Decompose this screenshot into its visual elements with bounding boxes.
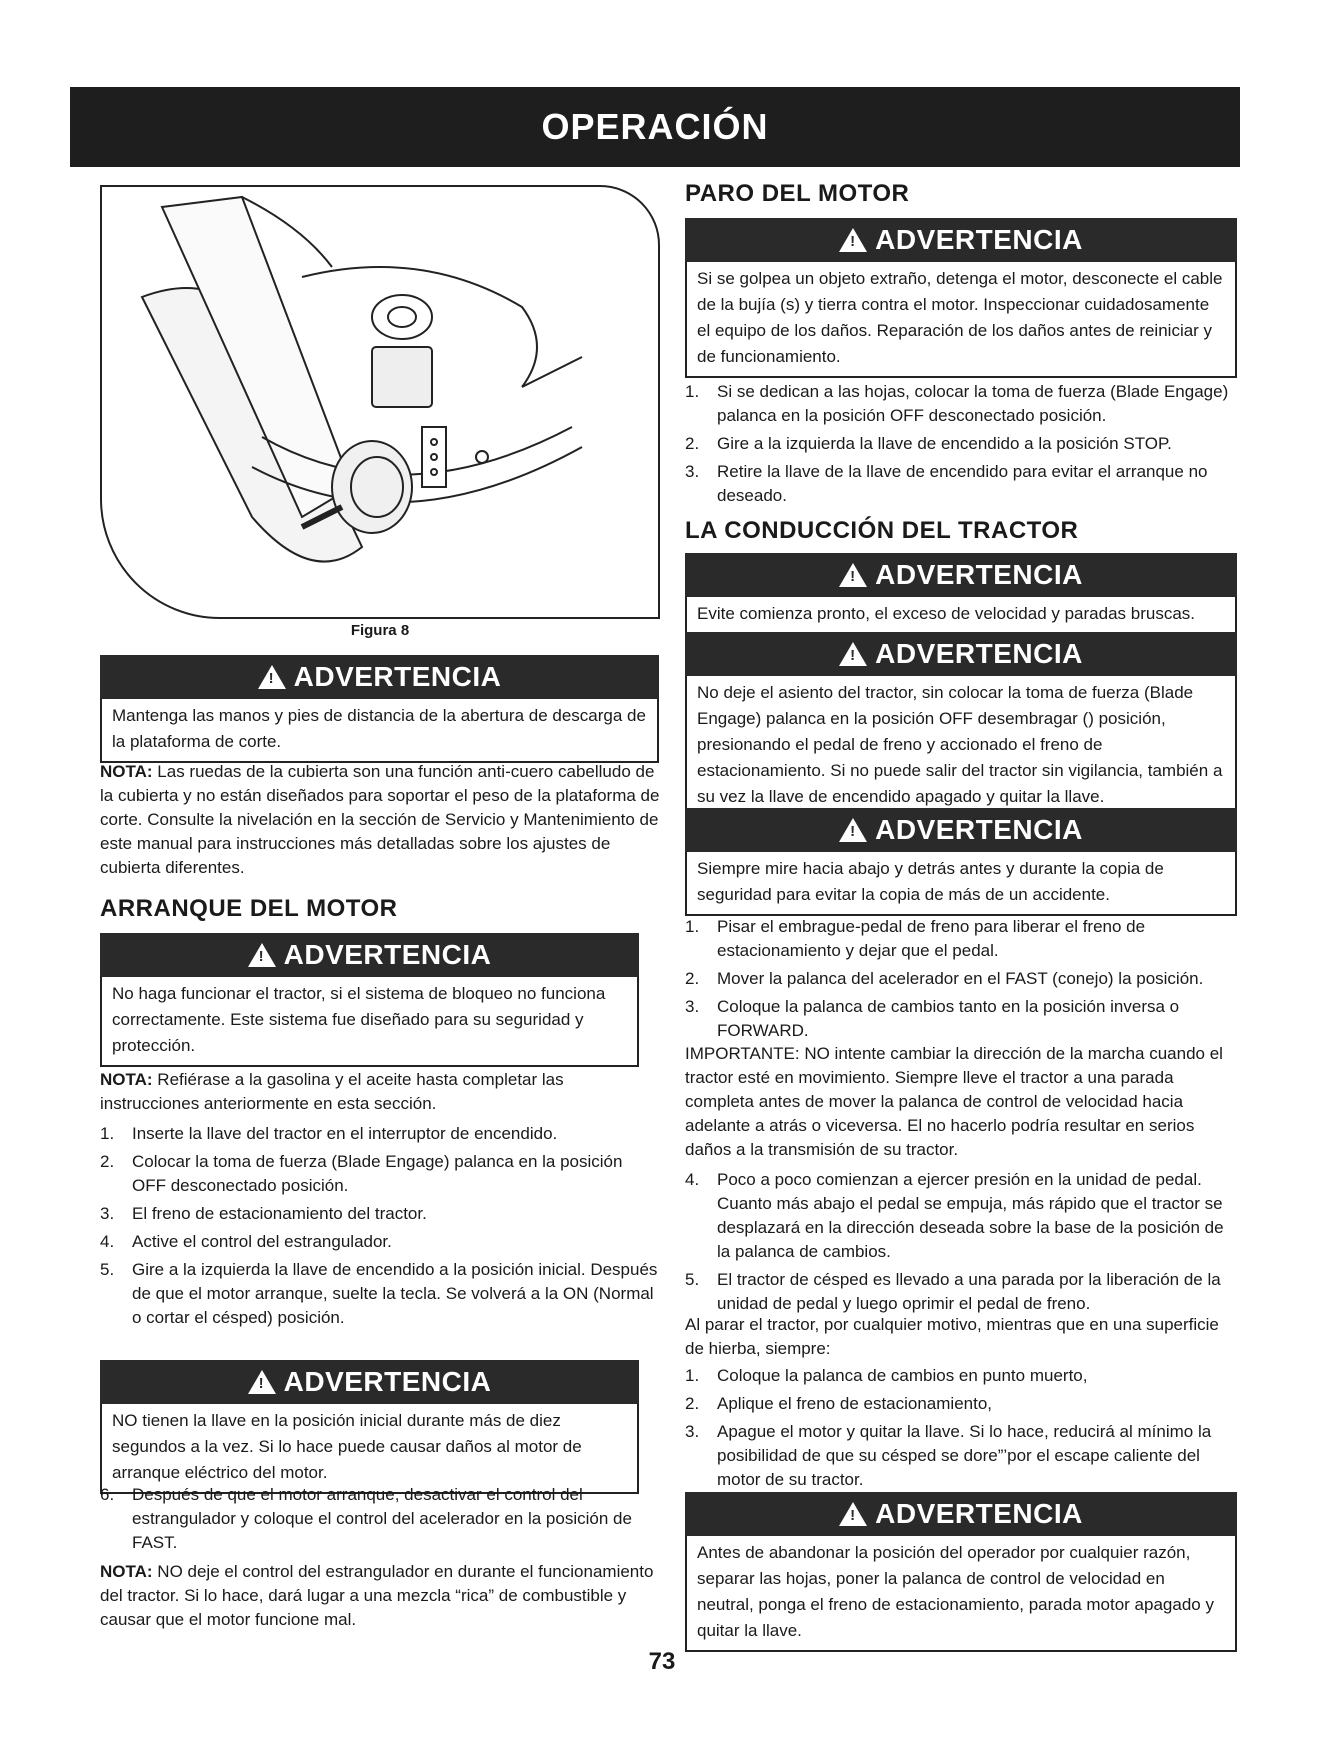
warning-box-starter	[100, 1360, 639, 1494]
step-number: 1.	[100, 1124, 115, 1143]
warning-box-backing-up	[685, 808, 1237, 916]
warning-text: Si se golpea un objeto extraño, detenga el motor, desconecte el cable de la bujía (s) y tierra contra el motor. Inspeccionar cuidadosamente el equipo de los daños. Reparación de los daños antes de reiniciar y de funcionamiento.	[697, 269, 1223, 366]
step-text: Mover la palanca del acelerador en el FAST (conejo) la posición.	[717, 969, 1204, 988]
list-item	[685, 432, 1240, 456]
section-title-paro: PARO DEL MOTOR	[685, 180, 910, 207]
warning-box-leave-seat	[685, 632, 1237, 818]
warning-text: Antes de abandonar la posición del operador por cualquier razón, separar las hojas, poner la palanca de control de velocidad en neutral, ponga el freno de estacionamiento, parada motor apagado y quitar la llave.	[697, 1543, 1214, 1640]
step-text: Coloque la palanca de cambios tanto en la posición inversa o FORWARD.	[717, 997, 1180, 1040]
drive-steps-list	[685, 915, 1240, 1047]
warning-text: No deje el asiento del tractor, sin colocar la toma de fuerza (Blade Engage) palanca en la posición OFF desembragar () posición, presionando el pedal de freno y accionado el freno de estacionamiento. Si no puede salir del tractor sin vigilancia, también a su vez la llave de encendido apagado y quitar la llave.	[697, 683, 1223, 806]
step-number: 2.	[685, 1394, 700, 1413]
list-item	[685, 1364, 1240, 1388]
warning-triangle-icon	[839, 228, 867, 252]
step-text: Colocar la toma de fuerza (Blade Engage) palanca en la posición OFF desconectado posición.	[132, 1152, 623, 1195]
list-item	[685, 967, 1240, 991]
page-header-banner	[70, 87, 1240, 167]
section-title-conduccion: LA CONDUCCIÓN DEL TRACTOR	[685, 517, 1079, 544]
step-number: 1.	[685, 1366, 700, 1385]
warning-header: ! ADVERTENCIA	[100, 933, 639, 977]
warning-box-interlock	[100, 933, 639, 1067]
list-item	[685, 460, 1240, 508]
step-text: Después de que el motor arranque, desactivar el control del estrangulador y coloque el control del acelerador en la posición de FAST.	[132, 1485, 632, 1552]
start-steps-list-cont	[100, 1483, 660, 1559]
warning-header: ! ADVERTENCIA	[100, 1360, 639, 1404]
page-title: OPERACIÓN	[541, 106, 769, 147]
step-text: Retire la llave de la llave de encendido para evitar el arranque no deseado.	[717, 462, 1208, 505]
drive-steps-list-cont	[685, 1168, 1240, 1320]
warning-text: Mantenga las manos y pies de distancia de la abertura de descarga de la plataforma de corte.	[112, 706, 646, 751]
warning-header: ! ADVERTENCIA	[685, 553, 1237, 597]
step-number: 5.	[100, 1260, 115, 1279]
warning-header: ! ADVERTENCIA	[100, 655, 659, 699]
step-text: Aplique el freno de estacionamiento,	[717, 1394, 993, 1413]
warning-box-foreign-object	[685, 218, 1237, 378]
nota-deck-wheels: NOTA: Las ruedas de la cubierta son una función anti-cuero cabelludo de la cubierta y no están diseñados para soportar el peso de la plataforma de corte. Consulte la nivelación en la sección de Servicio y Mantenimiento de este manual para instrucciones más detalladas sobre los ajustes de cubierta diferentes.	[100, 762, 660, 877]
step-number: 2.	[100, 1152, 115, 1171]
list-item	[685, 915, 1240, 963]
warning-header: ! ADVERTENCIA	[685, 218, 1237, 262]
step-number: 3.	[685, 1422, 700, 1441]
warning-box-discharge	[100, 655, 659, 763]
step-number: 1.	[685, 382, 700, 401]
stop-steps-list	[685, 380, 1240, 512]
list-item	[100, 1483, 660, 1555]
step-text: El freno de estacionamiento del tractor.	[132, 1204, 427, 1223]
step-number: 5.	[685, 1270, 700, 1289]
warning-text: Siempre mire hacia abajo y detrás antes y durante la copia de seguridad para evitar la copia de más de un accidente.	[697, 859, 1164, 904]
step-number: 4.	[685, 1170, 700, 1189]
warning-triangle-icon	[258, 665, 286, 689]
step-number: 3.	[100, 1204, 115, 1223]
step-number: 6.	[100, 1485, 115, 1504]
list-item	[685, 380, 1240, 428]
list-item	[100, 1230, 660, 1254]
start-steps-list	[100, 1122, 660, 1334]
list-item	[685, 1168, 1240, 1264]
warning-triangle-icon	[839, 1502, 867, 1526]
step-text: Poco a poco comienzan a ejercer presión en la unidad de pedal. Cuanto más abajo el pedal se empuja, más rápido que el tractor se desplazará en la dirección deseada sobre la base de la posición de la palanca de cambios.	[717, 1170, 1224, 1261]
figure-caption: Figura 8	[350, 622, 410, 639]
list-item	[100, 1258, 660, 1330]
warning-text: NO tienen la llave en la posición inicial durante más de diez segundos a la vez. Si lo hace puede causar daños al motor de arranque eléctrico del motor.	[112, 1411, 582, 1482]
list-item	[685, 1420, 1240, 1492]
nota-fuel: NOTA: Refiérase a la gasolina y el aceite hasta completar las instrucciones anteriormente en esta sección.	[100, 1070, 564, 1113]
warning-triangle-icon	[839, 563, 867, 587]
page-number: 73	[648, 1648, 676, 1675]
section-title-arranque: ARRANQUE DEL MOTOR	[100, 895, 398, 922]
step-text: Gire a la izquierda la llave de encendido a la posición inicial. Después de que el motor arranque, suelte la tecla. Se volverá a la ON (Normal o cortar el césped) posición.	[132, 1260, 658, 1327]
list-item	[100, 1202, 660, 1226]
warning-text: Evite comienza pronto, el exceso de velocidad y paradas bruscas.	[697, 604, 1195, 623]
warning-triangle-icon	[839, 642, 867, 666]
step-text: Active el control del estrangulador.	[132, 1232, 392, 1251]
deck-wheel-drawing	[102, 187, 658, 617]
warning-header: ! ADVERTENCIA	[685, 1492, 1237, 1536]
step-number: 4.	[100, 1232, 115, 1251]
list-item	[100, 1122, 660, 1146]
importante-note: IMPORTANTE: NO intente cambiar la dirección de la marcha cuando el tractor esté en movimiento. Siempre lleve el tractor a una parada completa antes de mover la palanca de control de velocidad hacia adelante a atrás o viceversa. El no hacerlo podría resultar en serios daños a la transmisión de su tractor.	[685, 1044, 1223, 1159]
step-text: Gire a la izquierda la llave de encendido a la posición STOP.	[717, 434, 1172, 453]
step-text: El tractor de césped es llevado a una parada por la liberación de la unidad de pedal y luego oprimir el pedal de freno.	[717, 1270, 1221, 1313]
step-text: Apague el motor y quitar la llave. Si lo hace, reducirá al mínimo la posibilidad de que su césped se dore”’por el escape caliente del motor de su tractor.	[717, 1422, 1212, 1489]
step-number: 3.	[685, 462, 700, 481]
step-text: Inserte la llave del tractor en el interruptor de encendido.	[132, 1124, 558, 1143]
step-number: 2.	[685, 969, 700, 988]
figure-8-illustration	[100, 185, 660, 619]
warning-text: No haga funcionar el tractor, si el sistema de bloqueo no funciona correctamente. Este sistema fue diseñado para su seguridad y protección.	[112, 984, 606, 1055]
list-item	[685, 1392, 1240, 1416]
warning-box-speed	[685, 553, 1237, 635]
step-number: 3.	[685, 997, 700, 1016]
warning-header: ! ADVERTENCIA	[685, 632, 1237, 676]
warning-triangle-icon	[839, 818, 867, 842]
list-item	[685, 995, 1240, 1043]
parking-steps-list	[685, 1364, 1240, 1496]
step-number: 2.	[685, 434, 700, 453]
step-text: Pisar el embrague-pedal de freno para liberar el freno de estacionamiento y dejar que el pedal.	[717, 917, 1146, 960]
al-parar-text: Al parar el tractor, por cualquier motivo, mientras que en una superficie de hierba, siempre:	[685, 1315, 1219, 1358]
step-number: 1.	[685, 917, 700, 936]
warning-header: ! ADVERTENCIA	[685, 808, 1237, 852]
list-item	[685, 1268, 1240, 1316]
warning-box-leaving-operator	[685, 1492, 1237, 1652]
nota-choke: NOTA: NO deje el control del estrangulador en durante el funcionamiento del tractor. Si lo hace, dará lugar a una mezcla “rica” de combustible y causar que el motor funcione mal.	[100, 1562, 654, 1629]
step-text: Coloque la palanca de cambios en punto muerto,	[717, 1366, 1088, 1385]
warning-triangle-icon	[248, 943, 276, 967]
list-item	[100, 1150, 660, 1198]
warning-triangle-icon	[248, 1370, 276, 1394]
step-text: Si se dedican a las hojas, colocar la toma de fuerza (Blade Engage) palanca en la posición OFF desconectado posición.	[717, 382, 1229, 425]
